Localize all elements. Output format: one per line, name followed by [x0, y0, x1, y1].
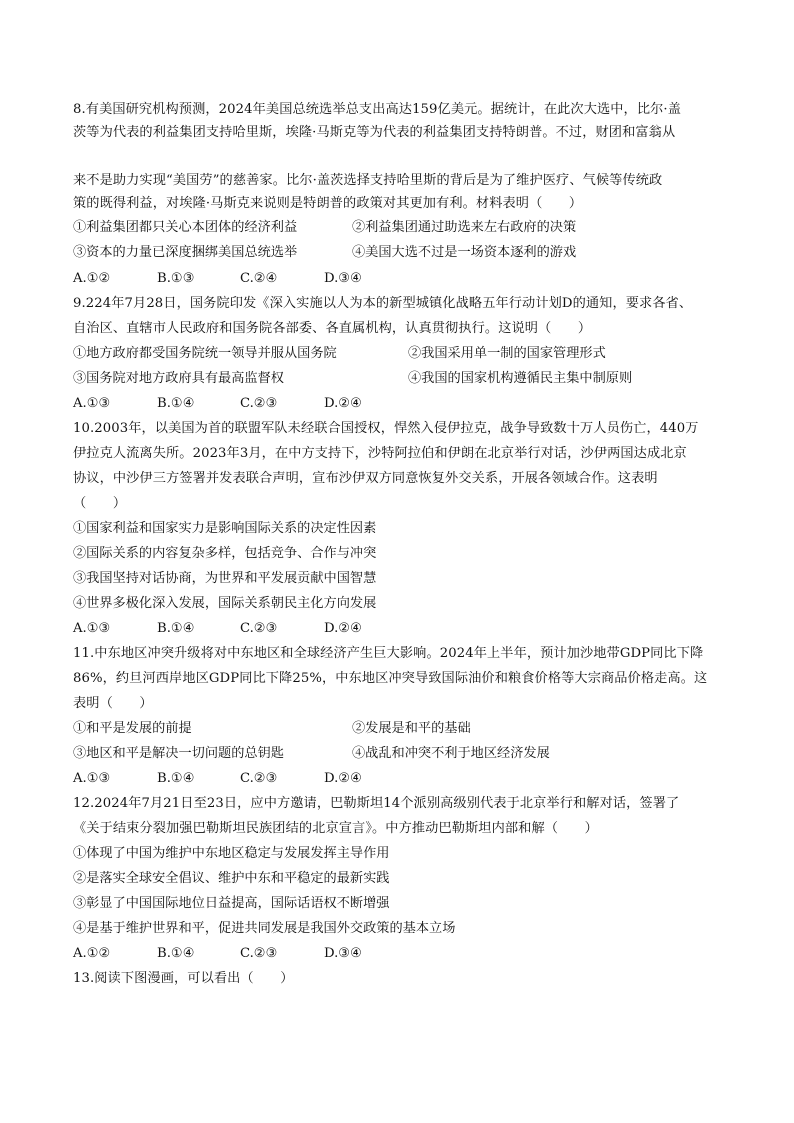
q12-answer-c: C.②③: [240, 946, 278, 961]
q8-answer-d: D.③④: [324, 271, 362, 286]
q13-line-1: 13.阅读下图漫画，可以看出（ ）: [73, 971, 294, 986]
q9-option-3: ③国务院对地方政府具有最高监督权: [73, 371, 284, 386]
q8-option-2: ②利益集团通过助选来左右政府的决策: [352, 220, 577, 235]
q8-option-4: ④美国大选不过是一场资本逐利的游戏: [352, 245, 577, 260]
q9-answer-b: B.①④: [157, 396, 195, 411]
q9-answer-c: C.②③: [240, 396, 278, 411]
q8-line-3: 来不是助力实现“美国劳”的慈善家。比尔·盖茨选择支持哈里斯的背后是为了维护医疗、气候等传统政: [73, 173, 663, 188]
q10-line-4: （ ）: [73, 496, 127, 511]
q10-option-4-text: ④世界多极化深入发展，国际关系朝民主化方向发展: [73, 596, 377, 611]
q8-option-3: ③资本的力量已深度捆绑美国总统选举: [73, 245, 298, 260]
q8-line-4: 策的既得利益，对埃隆·马斯克来说则是特朗普的政策对其更加有利。材料表明（ ）: [73, 196, 583, 211]
q10-option-3-text: ③我国坚持对话协商，为世界和平发展贡献中国智慧: [73, 571, 377, 586]
q8-answer-b: B.①③: [157, 271, 195, 286]
q11-answer-d: D.②④: [324, 771, 362, 786]
q10-option-1-text: ①国家利益和国家实力是影响国际关系的决定性因素: [73, 521, 377, 536]
q12-option-2-text: ②是落实全球安全倡议、维护中东和平稳定的最新实践: [73, 871, 390, 886]
q9-answer-d: D.②④: [324, 396, 362, 411]
q9-line-1: 9.224年7月28日，国务院印发《深入实施以人为本的新型城镇化战略五年行动计划D的通知，要求各省、: [73, 296, 693, 311]
q8-answer-a: A.①②: [73, 271, 111, 286]
q11-option-4: ④战乱和冲突不利于地区经济发展: [352, 746, 550, 761]
q10-option-2-text: ②国际关系的内容复杂多样，包括竞争、合作与冲突: [73, 546, 377, 561]
q12-answer-a: A.①②: [73, 946, 111, 961]
q12-option-4-text: ④是基于维护世界和平，促进共同发展是我国外交政策的基本立场: [73, 921, 456, 936]
q9-option-4: ④我国的国家机构遵循民主集中制原则: [408, 371, 633, 386]
q10-answer-a: A.①③: [73, 621, 111, 636]
q11-answer-a: A.①③: [73, 771, 111, 786]
q10-line-1: 10.2003年，以美国为首的联盟军队未经联合国授权，悍然入侵伊拉克，战争导致数十万人员伤亡，440万: [73, 421, 699, 436]
q8-line-1: 8.有美国研究机构预测，2024年美国总统选举总支出高达159亿美元。据统计，在此次大选中，比尔·盖: [73, 102, 682, 117]
q11-answer-b: B.①④: [157, 771, 195, 786]
q12-option-1-text: ①体现了中国为维护中东地区稳定与发展发挥主导作用: [73, 846, 390, 861]
q9-answer-a: A.①③: [73, 396, 111, 411]
q12-option-3-text: ③彰显了中国国际地位日益提高，国际话语权不断增强: [73, 896, 390, 911]
q11-option-1: ①和平是发展的前提: [73, 721, 192, 736]
q11-option-2: ②发展是和平的基础: [352, 721, 471, 736]
q11-answer-c: C.②③: [240, 771, 278, 786]
q10-line-2: 伊拉克人流离失所。2023年3月，在中方支持下，沙特阿拉伯和伊朗在北京举行对话，沙伊两国达成北京: [73, 446, 687, 461]
q9-line-2: 自治区、直辖市人民政府和国务院各部委、各直属机构，认真贯彻执行。这说明（ ）: [73, 321, 592, 336]
q9-option-1: ①地方政府都受国务院统一领导并服从国务院: [73, 346, 337, 361]
q11-option-3: ③地区和平是解决一切问题的总钥匙: [73, 746, 284, 761]
q11-line-2: 86%，约旦河西岸地区GDP同比下降25%，中东地区冲突导致国际油价和粮食价格等大宗商品价格走高。这: [73, 671, 708, 686]
q12-answer-b: B.①④: [157, 946, 195, 961]
q9-option-2: ②我国采用单一制的国家管理形式: [408, 346, 606, 361]
q8-line-2: 茨等为代表的利益集团支持哈里斯，埃隆·马斯克等为代表的利益集团支持特朗普。不过，财团和富翁从: [73, 125, 676, 140]
q11-line-3: 表明（ ）: [73, 696, 153, 711]
q10-answer-d: D.②④: [324, 621, 362, 636]
q8-answer-c: C.②④: [240, 271, 278, 286]
q11-line-1: 11.中东地区冲突升级将对中东地区和全球经济产生巨大影响。2024年上半年，预计加沙地带GDP同比下降: [73, 646, 704, 661]
q10-line-3: 协议，中沙伊三方签署并发表联合声明，宣布沙伊双方同意恢复外交关系，开展各领域合作。这表明: [73, 471, 658, 486]
q10-answer-b: B.①④: [157, 621, 195, 636]
q8-option-1: ①利益集团都只关心本团体的经济利益: [73, 220, 298, 235]
q12-line-2: 《关于结束分裂加强巴勒斯坦民族团结的北京宣言》。中方推动巴勒斯坦内部和解（ ）: [73, 821, 598, 836]
q12-answer-d: D.③④: [324, 946, 362, 961]
q12-line-1: 12.2024年7月21日至23日，应中方邀请，巴勒斯坦14个派别高级别代表于北京举行和解对话，签署了: [73, 796, 680, 811]
q10-answer-c: C.②③: [240, 621, 278, 636]
